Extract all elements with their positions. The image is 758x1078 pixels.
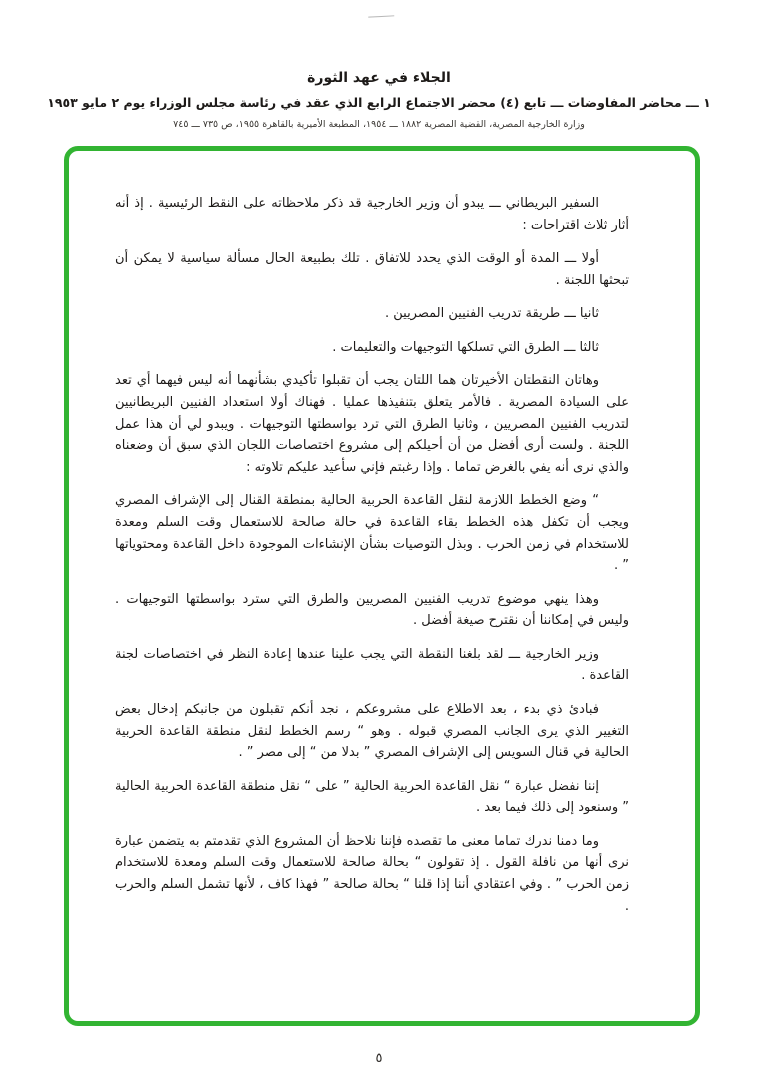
paragraph-british-ambassador-intro: السفير البريطاني ـــ يبدو أن وزير الخارجية قد ذكر ملاحظاته على النقط الرئيسية . إذ أنه أثار ثلاث اقتراحات : [115, 196, 629, 233]
page-number: ٥ [375, 1051, 383, 1066]
highlight-border-box [64, 146, 700, 1026]
paragraph-preferred-phrase: إننا نفضل عبارة “ نقل القاعدة الحربية الحالية ” على “ نقل منطقة القاعدة الحربية الحالية ” وسنعود إلى ذلك فيما بعد . [115, 778, 629, 816]
document-subtitle: ١ ـــ محاضر المفاوضات ـــ تابع (٤) محضر الاجتماع الرابع الذي عقد في رئاسة مجلس الوزراء يوم ٢ مايو ١٩٥٣ [47, 95, 711, 110]
paragraph-draft-review: فبادئ ذي بدء ، بعد الاطلاع على مشروعكم ، نجد أنكم تقبلون من جانبكم إدخال بعض التغيير الذي يرى الجانب المصري قبوله . وهو “ رسم الخطط لنقل منطقة القاعدة الحربية الحالية في قنال السويس إلى الإشراف المصري ” بدلا من “ إلى مصر ” . [115, 701, 629, 761]
paragraph-foreign-minister-reply: وزير الخارجية ـــ لقد بلغنا النقطة التي يجب علينا عندها إعادة النظر في اختصاصات لجنة القاعدة . [115, 646, 629, 684]
document-title: الجلاء في عهد الثورة [307, 70, 451, 86]
paragraph-point-first: أولا ـــ المدة أو الوقت الذي يحدد للاتفاق . تلك بطبيعة الحال مسألة سياسية لا يمكن أن تبحثها اللجنة . [115, 251, 629, 288]
paragraph-point-third: ثالثا ـــ الطرق التي تسلكها التوجيهات والتعليمات . [332, 339, 599, 355]
paragraph-conclusion-training: وهذا ينهي موضوع تدريب الفنيين المصريين والطرق التي سترد بواسطتها التوجيهات . وليس في إمكاننا أن نقترح صيغة أفضل . [115, 591, 629, 629]
paragraph-two-points-discussion: وهاتان النقطتان الأخيرتان هما اللتان يجب أن تقبلوا تأكيدي بشأنهما أنه ليس فيهما أي تعد على السيادة المصرية . فالأمر يتعلق بتنفيذها عمليا . فهناك أولا استعداد الفنيين البريطانيين لتدريب الفنيين المصريين ، وثانيا الطرق التي ترد بواسطتها التوجيهات . ويبدو لي أن هذا عمل اللجنة . ولست أرى أفضل من أن أحيلكم إلى مشروع اختصاصات اللجان الذي سبق أن وضعناه والذي نرى أنه يفي بالغرض تماما . وإذا رغبتم فإني سأعيد عليكم تلاوته : [115, 373, 629, 475]
paragraph-redundant-phrase: وما دمنا ندرك تماما معنى ما تقصده فإننا نلاحظ أن المشروع الذي تقدمتم به يتضمن عبارة نرى أنها من نافلة القول . إذ تقولون “ بحالة صالحة للاستعمال وقت السلم ومعدة للاستخدام زمن الحرب ” . وفي اعتقادي أننا إذا قلنا “ بحالة صالحة ” فهذا كاف ، لأنها تشمل السلم والحرب . [115, 833, 629, 914]
document-source-citation: وزارة الخارجية المصرية، القضية المصرية ١٨٨٢ ـــ ١٩٥٤، المطبعة الأميرية بالقاهرة ١٩٥٥، ص ٧٣٥ ـــ ٧٤٥ [173, 119, 585, 130]
document-body [69, 151, 695, 917]
paragraph-point-second: ثانيا ـــ طريقة تدريب الفنيين المصريين . [384, 306, 599, 322]
paragraph-quoted-terms: “ وضع الخطط اللازمة لنقل القاعدة الحربية الحالية بمنطقة القنال إلى الإشراف المصري ويجب أن تكفل هذه الخطط بقاء القاعدة في حالة صالحة للاستعمال وقت السلم ومعدة للاستخدام في زمن الحرب . وبذل التوصيات بشأن الإنشاءات الموجودة داخل القاعدة ومحتوياتها ” . [115, 493, 629, 574]
scan-artifact-mark [368, 5, 395, 17]
